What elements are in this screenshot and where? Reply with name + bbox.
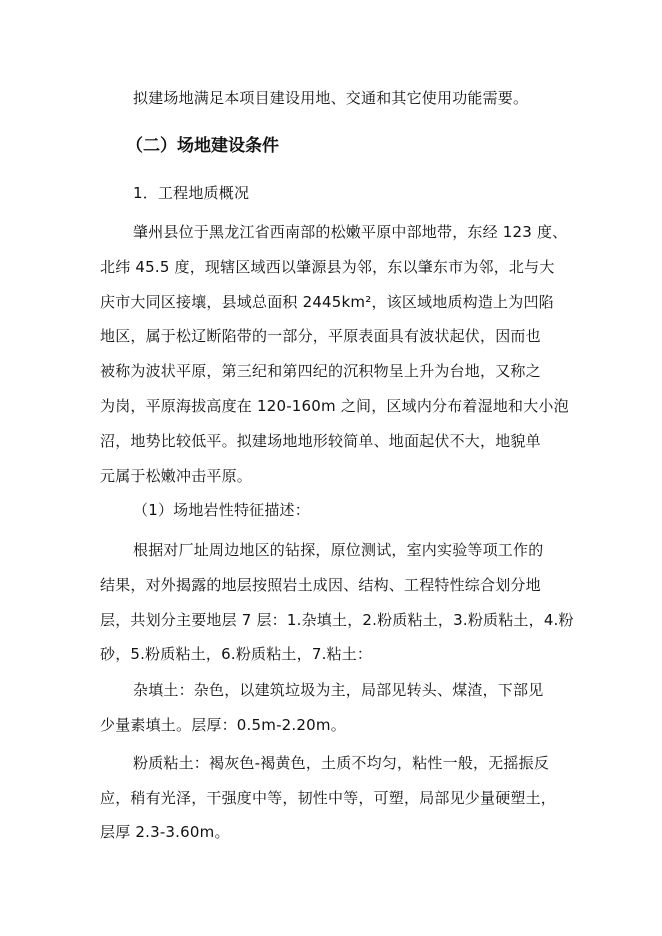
text-line: 沼，地势比较低平。拟建场地地形较简单、地面起伏不大，地貌单 — [100, 432, 541, 450]
text-line: 元属于松嫩冲击平原。 — [100, 467, 253, 485]
text-line: 根据对厂址周边地区的钻探，原位测试，室内实验等项工作的 — [133, 541, 544, 559]
text-line: 砂，5.粉质粘土，6.粉质粘土，7.粘土： — [100, 645, 373, 663]
section-heading: （二）场地建设条件 — [126, 136, 279, 156]
text-line: 少量素填土。层厚：0.5m-2.20m。 — [100, 716, 346, 734]
text-line: 地区，属于松辽断陷带的一部分，平原表面具有波状起伏，因而也 — [100, 327, 541, 345]
subsection-title: 1．工程地质概况 — [133, 184, 250, 202]
text-line: 庆市大同区接壤，县域总面积 2445km²，该区域地质构造上为凹陷 — [100, 293, 554, 311]
text-line: 结果，对外揭露的地层按照岩土成因、结构、工程特性综合划分地 — [100, 576, 541, 594]
text-line: 应，稍有光泽，干强度中等，韧性中等，可塑，局部见少量硬塑土， — [100, 789, 557, 807]
text-line: 为岗，平原海拔高度在 120-160m 之间，区域内分布着湿地和大小泡 — [100, 397, 569, 415]
text-line: 被称为波状平原，第三纪和第四纪的沉积物呈上升为台地，又称之 — [100, 362, 541, 380]
text-line: 层，共划分主要地层 7 层：1.杂填土，2.粉质粘土，3.粉质粘土，4.粉 — [100, 611, 574, 629]
text-line: 粉质粘土：褐灰色-褐黄色，土质不均匀，粘性一般，无摇振反 — [133, 754, 550, 772]
text-line: 肇州县位于黑龙江省西南部的松嫩平原中部地带，东经 123 度、 — [133, 223, 568, 241]
text-line: 层厚 2.3-3.60m。 — [100, 823, 230, 841]
intro-paragraph: 拟建场地满足本项目建设用地、交通和其它使用功能需要。 — [133, 89, 529, 107]
subsection-title: （1）场地岩性特征描述： — [133, 501, 310, 519]
text-line: 北纬 45.5 度，现辖区域西以肇源县为邻，东以肇东市为邻，北与大 — [100, 258, 555, 276]
text-line: 杂填土：杂色，以建筑垃圾为主，局部见转头、煤渣，下部见 — [133, 681, 544, 699]
